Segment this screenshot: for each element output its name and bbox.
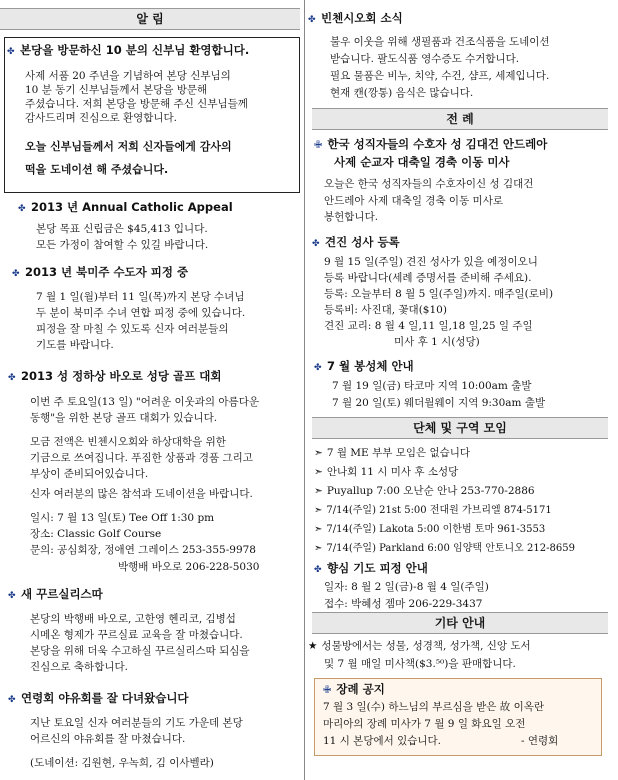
fleur-icon: ✤	[314, 363, 322, 373]
confirmation-line-3: 등록: 오늘부터 8 월 5 일(주일)까지. 매주일(로비)	[324, 288, 554, 300]
golf-place: 장소: Classic Golf Course	[30, 528, 162, 540]
groups-item-2: ➣ 안나회 11 시 미사 후 소성당	[314, 466, 459, 478]
funeral-line-2: 마리아의 장례 미사가 7 월 9 일 화요일 오전	[323, 718, 526, 730]
announcements-header: 알 림	[0, 8, 300, 30]
vincent-body-2: 받습니다. 팔도식품 영수증도 수거합니다.	[330, 53, 520, 65]
cross-icon: ✙	[323, 685, 332, 696]
welcome-thanks-1: 오늘 신부님들께서 저희 신자들에게 감사의	[25, 140, 232, 153]
fleur-icon: ✤	[308, 15, 316, 25]
welcome-body-2: 10 분 동기 신부님들께서 본당을 방문해	[25, 84, 208, 96]
confirmation-line-1: 9 월 15 일(주일) 견진 성사가 있을 예정이오니	[324, 256, 538, 268]
fleur-icon: ✤	[7, 47, 15, 57]
groups-item-3: ➣ Puyallup 7:00 오난순 안나 253-770-2886	[314, 485, 535, 497]
golf-body2-3: 부상이 준비되어있습니다.	[30, 468, 149, 480]
cross-icon: ✙	[314, 140, 323, 151]
appeal-body-2: 모든 가정이 참여할 수 있길 바랍니다.	[36, 239, 209, 251]
fleur-icon: ✤	[18, 204, 26, 214]
confirmation-line-6: 미사 후 1 시(성당)	[394, 336, 480, 348]
cursillo-title: ✤ 새 꾸르실리스따	[8, 587, 103, 601]
retreat-title: ✤ 2013 년 북미주 수도자 피정 중	[12, 265, 189, 279]
welcome-box	[4, 37, 300, 193]
confirmation-line-2: 등록 바랍니다(세례 증명서를 준비해 주세요).	[324, 272, 532, 284]
groups-item-1: ➣ 7 월 ME 부부 모임은 없습니다	[314, 447, 471, 459]
golf-body1-2: 동행"을 위한 본당 골프 대회가 있습니다.	[30, 412, 218, 424]
picnic-body-2: 어르신의 야유회를 잘 마쳤습니다.	[30, 733, 186, 745]
golf-body2-2: 기금으로 쓰여집니다. 푸짐한 상품과 경품 그리고	[30, 452, 253, 464]
cursillo-body-4: 진심으로 축하합니다.	[30, 661, 128, 673]
fleur-icon: ✤	[8, 695, 16, 705]
welcome-thanks-2: 떡을 도네이션 해 주셨습니다.	[25, 163, 169, 176]
golf-contact-2: 박행배 바오로 206-228-5030	[118, 561, 260, 573]
arrow-icon: ➣	[314, 505, 323, 516]
service-line-1: 7 월 19 일(금) 타코마 지역 10:00am 출발	[332, 380, 532, 392]
prayer-title: ✤ 향심 기도 피정 안내	[314, 561, 428, 575]
golf-body1-1: 이번 주 토요일(13 일) "어려운 이웃과의 아름다운	[30, 396, 259, 408]
prayer-line-2: 접수: 박혜성 젬마 206-229-3437	[324, 598, 483, 610]
martyr-body-3: 봉헌합니다.	[324, 211, 379, 223]
vincent-body-1: 불우 이웃을 위해 생필품과 건조식품을 도네이션	[330, 36, 550, 48]
confirmation-title: ✤ 견진 성사 등록	[312, 235, 400, 249]
golf-contact-1: 문의: 공심회장, 정애연 그레이스 253-355-9978	[30, 544, 256, 556]
fleur-icon: ✤	[314, 565, 322, 575]
golf-title: ✤ 2013 성 정하상 바오로 성당 골프 대회	[8, 369, 222, 383]
retreat-body-4: 기도를 바랍니다.	[36, 339, 114, 351]
bookstore-line-2: 및 7 월 매일 미사책($3.⁵⁰)을 판매합니다.	[324, 658, 516, 670]
fleur-icon: ✤	[12, 269, 20, 279]
arrow-icon: ➣	[314, 524, 323, 535]
etc-header: 기타 안내	[312, 612, 608, 634]
fleur-icon: ✤	[8, 591, 16, 601]
cursillo-body-3: 본당을 위해 더욱 수고하실 꾸르실리스따 되심을	[30, 645, 250, 657]
golf-body3: 신자 여러분의 많은 참석과 도네이션을 바랍니다.	[30, 488, 253, 500]
prayer-line-1: 일자: 8 월 2 일(금)-8 월 4 일(주일)	[324, 581, 489, 593]
golf-date: 일시: 7 월 13 일(토) Tee Off 1:30 pm	[30, 512, 215, 524]
welcome-body-3: 주셨습니다. 저희 본당을 방문해 주신 신부님들께	[25, 98, 248, 110]
cursillo-body-1: 본당의 박행배 바오로, 고한영 헨리코, 김병섭	[30, 613, 236, 625]
liturgy-header: 전 례	[312, 108, 608, 130]
confirmation-line-4: 등록비: 사진대, 꽃대($10)	[324, 304, 447, 316]
retreat-body-1: 7 월 1 일(월)부터 11 일(목)까지 본당 수녀님	[36, 291, 245, 303]
martyr-title-2: 사제 순교자 대축일 경축 이동 미사	[334, 155, 510, 169]
funeral-sign: - 연령회	[521, 735, 559, 747]
arrow-icon: ➣	[314, 447, 323, 459]
cursillo-body-2: 시메온 형제가 꾸르실료 교육을 잘 마쳤습니다.	[30, 629, 243, 641]
confirmation-line-5: 견진 교리: 8 월 4 일,11 일,18 일,25 일 주일	[324, 320, 533, 332]
groups-item-4: ➣ 7/14(주일) 21st 5:00 전대원 가브리엘 874-5171	[314, 505, 552, 516]
service-line-2: 7 월 20 일(토) 웨더월웨이 지역 9:30am 출발	[332, 397, 546, 409]
fleur-icon: ✤	[8, 373, 16, 383]
martyr-body-1: 오늘은 한국 성직자들의 수호자이신 성 김대건	[324, 178, 534, 190]
appeal-title: ✤ 2013 년 Annual Catholic Appeal	[18, 200, 233, 214]
star-icon: ★	[308, 640, 318, 652]
groups-item-6: ➣ 7/14(주일) Parkland 6:00 임양택 안토니오 212-8659	[314, 543, 575, 554]
welcome-body-1: 사제 서품 20 주년을 기념하여 본당 신부님의	[25, 70, 231, 82]
arrow-icon: ➣	[314, 485, 323, 497]
funeral-line-1: 7 월 3 일(수) 하느님의 부르심을 받은 故 이옥란	[323, 701, 545, 713]
arrow-icon: ➣	[314, 543, 323, 554]
vincent-body-3: 필요 물품은 비누, 치약, 수건, 샴프, 세제입니다.	[330, 70, 550, 82]
picnic-donation: (도네이션: 김원현, 우녹희, 김 이사벨라)	[30, 757, 214, 769]
funeral-box	[314, 678, 602, 756]
retreat-body-3: 피정을 잘 마칠 수 있도록 신자 여러분들의	[36, 323, 229, 335]
vincent-title: ✤ 빈첸시오회 소식	[308, 11, 403, 25]
fleur-icon: ✤	[312, 239, 320, 249]
arrow-icon: ➣	[314, 466, 323, 478]
groups-item-5: ➣ 7/14(주일) Lakota 5:00 이한범 토마 961-3553	[314, 524, 546, 535]
service-title: ✤ 7 월 봉성체 안내	[314, 359, 414, 373]
welcome-title: ✤ 본당을 방문하신 10 분의 신부님 환영합니다.	[7, 43, 250, 57]
martyr-body-2: 안드레아 사제 대축일 경축 이동 미사로	[324, 195, 503, 207]
welcome-body-4: 감사드리며 진심으로 환영합니다.	[25, 112, 178, 124]
bookstore-line-1: ★ 성물방에서는 성물, 성경책, 성가책, 신앙 도서	[308, 640, 531, 652]
martyr-title-1: ✙ 한국 성직자들의 수호자 성 김대건 안드레아	[314, 137, 548, 151]
funeral-title: ✙ 장례 공지	[323, 682, 385, 696]
picnic-body-1: 지난 토요일 신자 여러분들의 기도 가운데 본당	[30, 717, 243, 729]
groups-header: 단체 및 구역 모임	[312, 417, 608, 439]
retreat-body-2: 두 분이 북미주 수녀 연합 피정 중에 있습니다.	[36, 307, 246, 319]
vincent-body-4: 현재 캔(깡통) 음식은 많습니다.	[330, 87, 474, 99]
golf-body2-1: 모금 전액은 빈첸시오회와 하상대학을 위한	[30, 436, 226, 448]
picnic-title: ✤ 연령회 야유회를 잘 다녀왔습니다	[8, 691, 189, 705]
column-divider	[304, 0, 305, 780]
funeral-line-3: 11 시 본당에서 있습니다.	[323, 735, 441, 747]
appeal-body-1: 본당 목표 신립금은 $45,413 입니다.	[36, 223, 208, 235]
